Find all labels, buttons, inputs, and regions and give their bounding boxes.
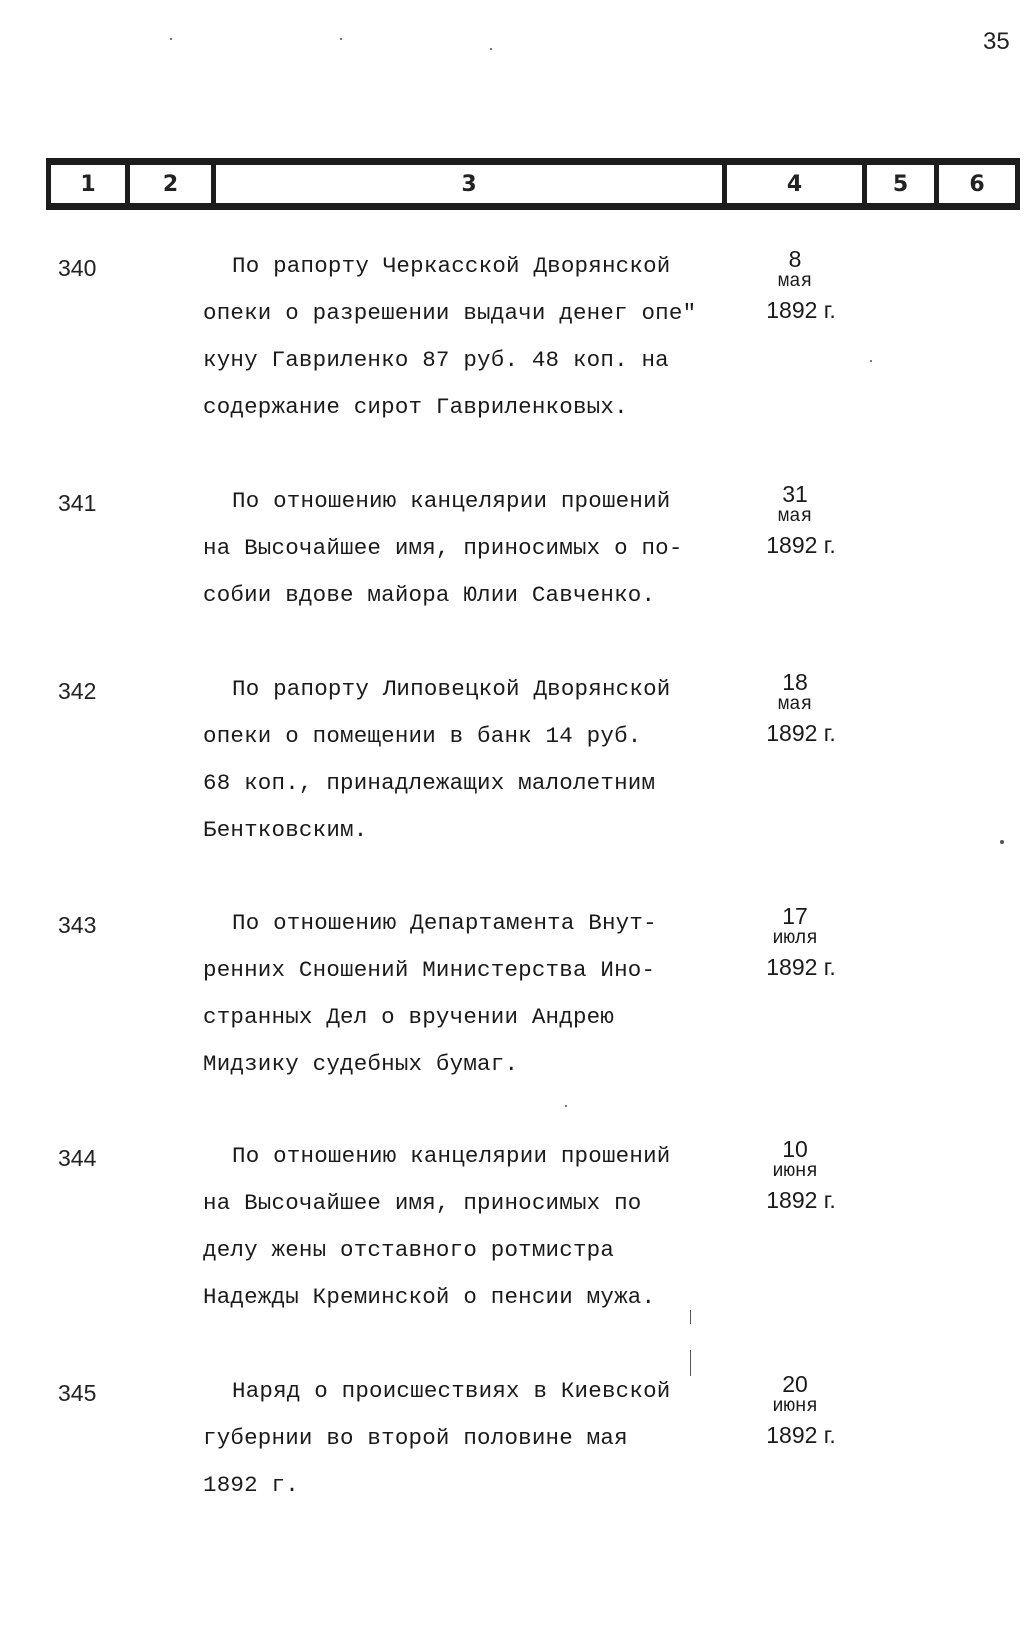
entry-description — [203, 1133, 723, 1321]
scan-speck — [870, 360, 872, 362]
entry-line: делу жены отставного ротмистра — [203, 1237, 615, 1263]
scan-speck — [1000, 840, 1004, 844]
entry-number: 343 — [58, 912, 97, 938]
column-header-6: 6 — [934, 165, 1020, 203]
date-month: мая — [777, 693, 813, 715]
column-header-4: 4 — [722, 165, 862, 203]
date-day: 20 — [782, 1371, 808, 1397]
entry-date — [740, 1372, 850, 1454]
entry-date — [740, 247, 850, 329]
entry-line: опеки о помещении в банк 14 руб. — [203, 723, 642, 749]
entry-line: По рапорту Липовецкой Дворянской — [232, 676, 671, 702]
entry-line: собии вдове майора Юлии Савченко. — [203, 582, 656, 608]
entry-number: 342 — [58, 678, 97, 704]
date-month: июня — [772, 1395, 818, 1417]
entry-line: Бентковским. — [203, 817, 368, 843]
date-day: 10 — [782, 1136, 808, 1162]
column-header-1: 1 — [46, 165, 125, 203]
entry-line: По рапорту Черкасской Дворянской — [232, 253, 671, 279]
entry-line: на Высочайшее имя, приносимых о по- — [203, 535, 683, 561]
date-year: 1892 г. — [766, 297, 836, 323]
column-header-2: 2 — [125, 165, 211, 203]
page-number: 35 — [983, 28, 1010, 55]
scan-speck — [690, 1310, 691, 1324]
entry-description — [203, 666, 723, 854]
entry-line: опеки о разрешении выдачи денег опе" — [203, 300, 697, 326]
entry-number: 344 — [58, 1145, 97, 1171]
entry-line: По отношению Департамента Внут- — [232, 910, 657, 936]
scan-speck — [565, 1105, 567, 1107]
entry-line: содержание сирот Гавриленковых. — [203, 394, 628, 420]
entry-line: Мидзику судебных бумаг. — [203, 1051, 519, 1077]
date-year: 1892 г. — [766, 1422, 836, 1448]
date-day: 18 — [782, 669, 808, 695]
entry-date — [740, 1137, 850, 1219]
scan-speck — [690, 1350, 691, 1376]
date-month: мая — [777, 505, 813, 527]
entry-line: на Высочайшее имя, приносимых по — [203, 1190, 642, 1216]
entry-line: По отношению канцелярии прошений — [232, 1143, 671, 1169]
column-header-5: 5 — [862, 165, 934, 203]
date-month: мая — [777, 270, 813, 292]
entry-description — [203, 478, 723, 619]
entry-line: По отношению канцелярии прошений — [232, 488, 671, 514]
entry-line: Наряд о происшествиях в Киевской — [232, 1378, 671, 1404]
entry-line: губернии во второй половине мая — [203, 1425, 628, 1451]
date-year: 1892 г. — [766, 720, 836, 746]
date-day: 8 — [788, 246, 802, 272]
entry-description — [203, 900, 723, 1088]
date-day: 17 — [782, 903, 808, 929]
entry-number: 341 — [58, 490, 97, 516]
date-year: 1892 г. — [766, 1187, 836, 1213]
date-month: июля — [772, 927, 818, 949]
entry-line: куну Гавриленко 87 руб. 48 коп. на — [203, 347, 669, 373]
entry-number: 340 — [58, 255, 97, 281]
entry-date — [740, 904, 850, 986]
entry-description — [203, 1368, 723, 1509]
entry-line: 68 коп., принадлежащих малолетним — [203, 770, 656, 796]
scan-speck — [340, 38, 342, 40]
entry-date — [740, 482, 850, 564]
column-header-row — [46, 158, 1020, 210]
column-header-3: 3 — [211, 165, 722, 203]
date-year: 1892 г. — [766, 954, 836, 980]
entry-description — [203, 243, 723, 431]
date-day: 31 — [782, 481, 808, 507]
scan-speck — [490, 48, 492, 50]
date-year: 1892 г. — [766, 532, 836, 558]
entry-line: странных Дел о вручении Андрею — [203, 1004, 615, 1030]
entry-date — [740, 670, 850, 752]
scan-speck — [170, 38, 172, 40]
entry-number: 345 — [58, 1380, 97, 1406]
date-month: июня — [772, 1160, 818, 1182]
entry-line: Надежды Креминской о пенсии мужа. — [203, 1284, 656, 1310]
entry-line: 1892 г. — [203, 1472, 299, 1498]
entry-line: ренних Сношений Министерства Ино- — [203, 957, 656, 983]
